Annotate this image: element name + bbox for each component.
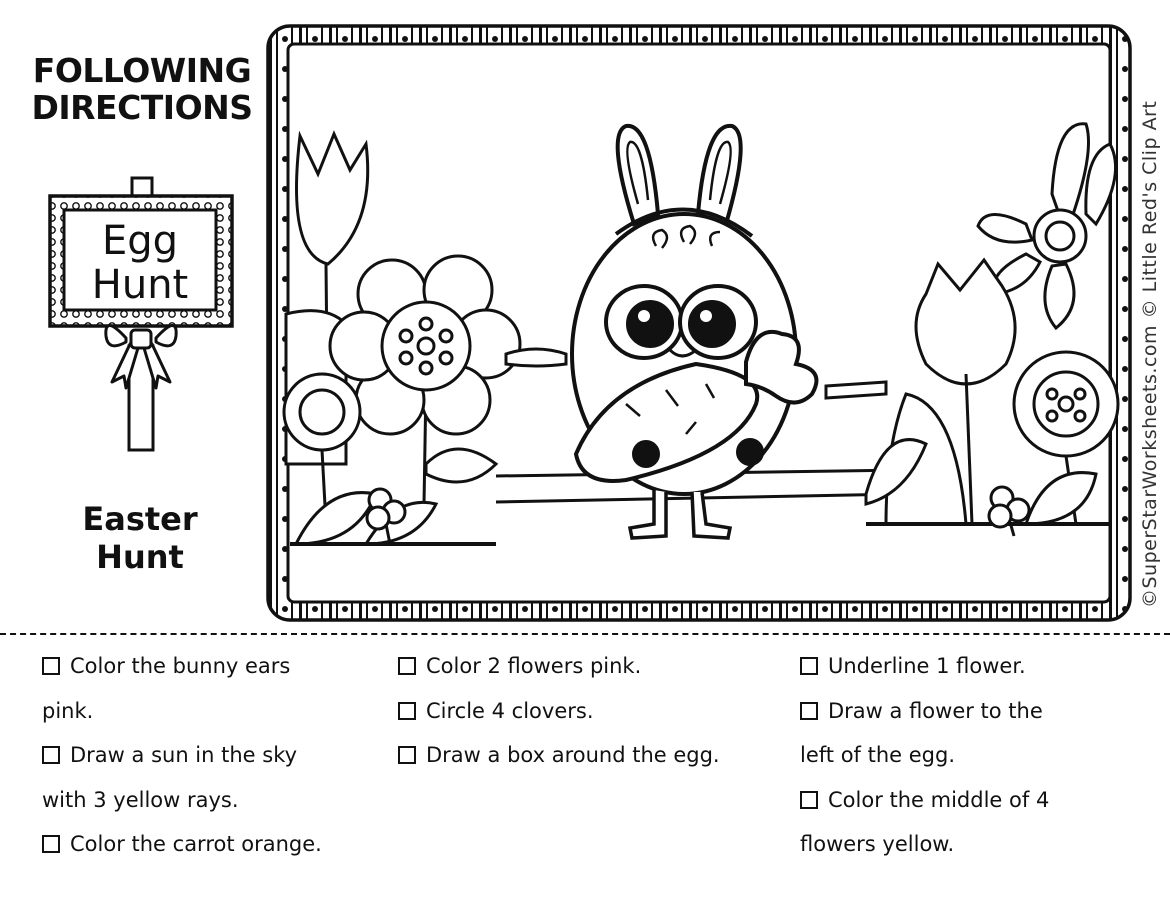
ribbon-left	[506, 349, 566, 366]
ribbon-right	[826, 382, 886, 398]
sign-hanger	[132, 178, 152, 196]
subtitle-line-2: Hunt	[96, 538, 184, 576]
directions-column-3	[800, 644, 1130, 867]
direction-item[interactable]	[42, 733, 372, 778]
direction-item[interactable]	[398, 689, 768, 734]
direction-text: Color the carrot orange.	[70, 832, 322, 856]
direction-text: pink.	[42, 698, 94, 723]
direction-text: flowers yellow.	[800, 832, 955, 856]
direction-item[interactable]	[800, 778, 1130, 823]
worksheet-title	[28, 52, 256, 126]
copyright-credit: ©SuperStarWorksheets.com © Little Red's Clip Art	[1139, 100, 1161, 608]
direction-item-continued	[42, 689, 372, 734]
direction-item[interactable]	[398, 733, 768, 778]
direction-text: Draw a flower to the	[828, 698, 1043, 723]
checkbox-icon[interactable]	[42, 746, 60, 764]
directions-column-2	[398, 644, 768, 778]
direction-item[interactable]	[800, 644, 1130, 689]
direction-text: left of the egg.	[800, 743, 955, 767]
checkbox-icon[interactable]	[398, 657, 416, 675]
direction-item[interactable]	[398, 644, 768, 689]
direction-text: Circle 4 clovers.	[426, 698, 594, 723]
checkbox-icon[interactable]	[42, 657, 60, 675]
title-line-1: FOLLOWING	[32, 51, 252, 90]
direction-text: Color the middle of 4	[828, 787, 1050, 812]
direction-text: Color the bunny ears	[70, 654, 291, 678]
checkbox-icon[interactable]	[800, 657, 818, 675]
sign-text-line-1: Egg	[101, 218, 179, 264]
title-line-2: DIRECTIONS	[31, 88, 253, 127]
direction-text: Draw a sun in the sky	[70, 743, 298, 767]
cut-line	[0, 633, 1170, 635]
direction-text: Draw a box around the egg.	[426, 743, 720, 767]
direction-item[interactable]	[42, 822, 372, 867]
sign-text-line-2: Hunt	[91, 262, 189, 308]
directions-column-1	[42, 644, 372, 867]
checkbox-icon[interactable]	[800, 791, 818, 809]
checkbox-icon[interactable]	[398, 702, 416, 720]
subtitle-line-1: Easter	[82, 500, 198, 538]
direction-item-continued	[800, 733, 1130, 778]
checkbox-icon[interactable]	[42, 835, 60, 853]
checkbox-icon[interactable]	[398, 746, 416, 764]
direction-text: with 3 yellow rays.	[42, 787, 239, 812]
worksheet-subtitle	[40, 500, 240, 576]
direction-item[interactable]	[42, 644, 372, 689]
direction-text: Underline 1 flower.	[828, 654, 1026, 678]
checkbox-icon[interactable]	[800, 702, 818, 720]
direction-item-continued	[42, 778, 372, 823]
direction-text: Color 2 flowers pink.	[426, 654, 642, 678]
direction-item[interactable]	[800, 689, 1130, 734]
coloring-scene	[266, 24, 1132, 622]
direction-item-continued	[800, 822, 1130, 867]
egg-hunt-sign	[46, 176, 236, 456]
